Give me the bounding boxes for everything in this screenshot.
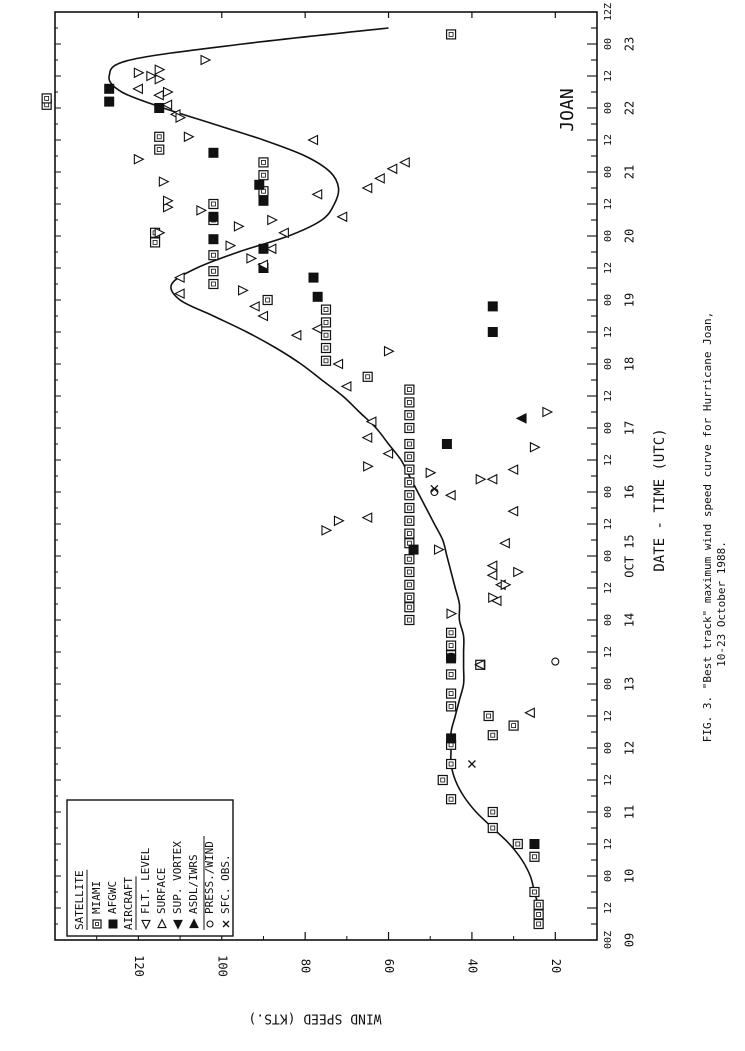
point-miami: [405, 440, 414, 449]
x-end-label: 00Z: [603, 930, 614, 950]
point-miami: [405, 504, 414, 513]
x-hour-label: 12: [603, 197, 614, 211]
point-miami: [209, 200, 218, 209]
x-hour-label: 12: [603, 837, 614, 851]
x-hour-label: 00: [603, 357, 614, 371]
point-flt-level: [309, 136, 318, 145]
x-day-label: 09: [622, 932, 637, 948]
point-flt-level: [388, 164, 397, 173]
point-flt-level: [509, 465, 518, 474]
point-miami: [405, 568, 414, 577]
point-miami: [259, 158, 268, 167]
x-hour-label: 12: [603, 645, 614, 659]
point-miami: [488, 808, 497, 817]
point-surface: [134, 68, 143, 77]
point-surface: [543, 408, 552, 417]
point-flt-level: [446, 491, 455, 500]
point-press-wind: [552, 658, 559, 665]
point-flt-level: [367, 417, 376, 426]
y-tick-label: 40: [465, 958, 480, 974]
point-miami: [259, 171, 268, 180]
x-hour-label: 12: [603, 133, 614, 147]
caption-line-2: 10-23 October 1988.: [715, 541, 728, 667]
point-flt-level: [363, 184, 372, 193]
point-surface: [201, 56, 210, 65]
point-miami: [438, 776, 447, 785]
point-afgwc: [259, 196, 268, 205]
point-surface: [384, 347, 393, 356]
point-flt-level: [292, 331, 301, 340]
legend-label: ASDL/IWRS: [187, 854, 200, 914]
point-miami: [488, 731, 497, 740]
y-tick-label: 80: [298, 958, 313, 974]
y-tick-label: 20: [548, 958, 563, 974]
point-miami: [363, 372, 372, 381]
point-miami: [405, 593, 414, 602]
x-hour-label: 12: [603, 389, 614, 403]
point-surface: [134, 155, 143, 164]
point-flt-level: [313, 190, 322, 199]
point-flt-level: [488, 475, 497, 484]
point-miami: [530, 852, 539, 861]
legend-label: AFGWC: [106, 880, 119, 914]
point-miami: [405, 478, 414, 487]
point-flt-level: [334, 360, 343, 369]
point-surface: [247, 254, 256, 263]
legend-label: SUP. VORTEX: [171, 841, 184, 914]
point-afgwc: [488, 302, 497, 311]
point-miami: [488, 824, 497, 833]
point-sfc-obs: [468, 761, 475, 768]
x-hour-label: 12: [603, 69, 614, 83]
point-miami: [405, 452, 414, 461]
point-miami: [447, 628, 456, 637]
legend-label: SURFACE: [155, 867, 168, 914]
point-miami: [534, 920, 543, 929]
legend-label: FLT. LEVEL: [139, 847, 152, 914]
x-day-label: 16: [622, 484, 637, 500]
point-surface: [530, 443, 539, 452]
x-day-label: 17: [622, 420, 637, 436]
legend-label: SFC. OBS.: [219, 854, 232, 914]
x-day-label: 14: [622, 612, 637, 628]
point-miami: [322, 318, 331, 327]
x-hour-label: 00: [603, 549, 614, 563]
point-afgwc: [530, 840, 539, 849]
point-surface: [334, 516, 343, 525]
x-hour-label: 00: [603, 485, 614, 499]
point-miami: [405, 616, 414, 625]
point-sup-vortex: [517, 414, 526, 423]
point-miami: [447, 689, 456, 698]
y-tick-label: 100: [215, 955, 230, 977]
point-flt-level: [279, 228, 288, 237]
point-miami: [263, 296, 272, 305]
x-hour-label: 00: [603, 613, 614, 627]
x-hour-label: 12: [603, 773, 614, 787]
point-surface: [514, 568, 523, 577]
x-hour-label: 12: [603, 709, 614, 723]
point-surface: [234, 222, 243, 231]
point-afgwc: [409, 545, 418, 554]
x-day-label: 20: [622, 228, 637, 244]
point-afgwc: [105, 84, 114, 93]
point-miami: [405, 411, 414, 420]
x-hour-label: 00: [603, 165, 614, 179]
x-day-label: 22: [622, 100, 637, 116]
x-hour-label: 00: [603, 677, 614, 691]
chart-title: JOAN: [557, 88, 578, 132]
legend-label: PRESS./WIND: [203, 841, 216, 914]
point-afgwc: [255, 180, 264, 189]
point-flt-level: [488, 561, 497, 570]
x-hour-label: 00: [603, 741, 614, 755]
point-flt-level: [342, 382, 351, 391]
point-miami: [209, 280, 218, 289]
point-surface: [268, 216, 277, 225]
point-afgwc: [447, 734, 456, 743]
x-hour-label: 00: [603, 37, 614, 51]
point-afgwc: [488, 328, 497, 337]
point-flt-level: [375, 174, 384, 183]
x-hour-label: 12: [603, 261, 614, 275]
point-miami: [322, 331, 331, 340]
x-hour-label: 00: [603, 421, 614, 435]
point-miami: [405, 580, 414, 589]
point-flt-level: [338, 212, 347, 221]
x-day-label: OCT 15: [622, 534, 637, 578]
point-flt-level: [525, 708, 534, 717]
x-day-label: 11: [622, 804, 637, 820]
point-surface: [322, 526, 331, 535]
point-flt-level: [313, 324, 322, 333]
point-surface: [364, 462, 373, 471]
point-flt-level: [259, 312, 268, 321]
point-surface: [147, 72, 156, 81]
y-tick-label: 120: [131, 955, 146, 977]
best-track-curve: [109, 28, 539, 924]
point-surface: [239, 286, 248, 295]
point-miami: [405, 424, 414, 433]
x-day-label: 19: [622, 292, 637, 308]
point-miami: [534, 910, 543, 919]
point-miami: [484, 712, 493, 721]
point-surface: [159, 177, 168, 186]
point-miami: [447, 702, 456, 711]
legend-label: MIAMI: [90, 880, 103, 914]
point-miami: [405, 465, 414, 474]
point-miami: [155, 145, 164, 154]
point-miami: [405, 491, 414, 500]
point-flt-level: [400, 158, 409, 167]
point-miami: [322, 356, 331, 365]
point-miami: [322, 305, 331, 314]
point-flt-level: [363, 433, 372, 442]
point-miami: [405, 516, 414, 525]
point-flt-level: [154, 91, 163, 100]
point-flt-level: [250, 302, 259, 311]
x-hour-label: 12: [603, 453, 614, 467]
point-miami: [405, 385, 414, 394]
point-miami: [447, 795, 456, 804]
x-day-label: 18: [622, 356, 637, 372]
x-day-label: 10: [622, 868, 637, 884]
point-surface: [435, 545, 444, 554]
x-day-label: 23: [622, 36, 637, 52]
point-flt-level: [175, 273, 184, 282]
x-hour-label: 00: [603, 293, 614, 307]
x-end-label: 12Z: [603, 2, 614, 22]
point-miami: [534, 900, 543, 909]
x-hour-label: 00: [603, 101, 614, 115]
point-surface: [155, 65, 164, 74]
legend-header: SATELLITE: [73, 870, 86, 930]
point-surface: [164, 196, 173, 205]
point-miami: [322, 344, 331, 353]
point-miami: [447, 641, 456, 650]
point-miami: [209, 267, 218, 276]
point-surface: [501, 580, 510, 589]
legend-header: AIRCRAFT: [122, 877, 135, 930]
x-day-label: 13: [622, 676, 637, 692]
point-afgwc: [447, 654, 456, 663]
legend-symbol: [207, 921, 213, 927]
legend-symbol: [109, 920, 117, 928]
x-hour-label: 00: [603, 805, 614, 819]
y-axis-title: WIND SPEED (KTS.): [248, 1010, 382, 1026]
x-axis-title: DATE - TIME (UTC): [652, 428, 668, 572]
point-miami: [530, 888, 539, 897]
point-flt-level: [363, 513, 372, 522]
point-surface: [184, 132, 193, 141]
point-miami: [447, 30, 456, 39]
x-day-label: 12: [622, 740, 637, 756]
point-afgwc: [309, 273, 318, 282]
x-hour-label: 12: [603, 581, 614, 595]
x-hour-label: 00: [603, 869, 614, 883]
point-miami: [42, 94, 51, 103]
x-hour-label: 12: [603, 901, 614, 915]
point-miami: [405, 555, 414, 564]
x-hour-label: 00: [603, 229, 614, 243]
point-afgwc: [105, 97, 114, 106]
point-miami: [209, 251, 218, 260]
point-miami: [155, 132, 164, 141]
point-surface: [197, 206, 206, 215]
point-surface: [226, 241, 235, 250]
point-flt-level: [509, 507, 518, 516]
point-miami: [405, 398, 414, 407]
point-afgwc: [313, 292, 322, 301]
x-hour-label: 12: [603, 517, 614, 531]
point-afgwc: [209, 148, 218, 157]
x-hour-label: 12: [603, 325, 614, 339]
point-miami: [447, 670, 456, 679]
y-tick-label: 60: [382, 958, 397, 974]
point-surface: [426, 468, 435, 477]
point-flt-level: [384, 449, 393, 458]
point-surface: [164, 88, 173, 97]
point-flt-level: [488, 571, 497, 580]
point-surface: [447, 609, 456, 618]
point-afgwc: [442, 440, 451, 449]
point-miami: [513, 840, 522, 849]
point-miami: [151, 238, 160, 247]
legend: [67, 800, 233, 936]
point-flt-level: [133, 84, 142, 93]
point-afgwc: [209, 235, 218, 244]
point-flt-level: [500, 539, 509, 548]
caption-line-1: FIG. 3. "Best track" maximum wind speed curve for Hurricane Joan,: [701, 311, 714, 743]
legend-symbol: [93, 920, 101, 928]
point-miami: [405, 529, 414, 538]
point-miami: [447, 760, 456, 769]
point-surface: [476, 475, 485, 484]
point-miami: [405, 603, 414, 612]
point-miami: [509, 721, 518, 730]
point-afgwc: [209, 212, 218, 221]
x-day-label: 21: [622, 164, 637, 180]
